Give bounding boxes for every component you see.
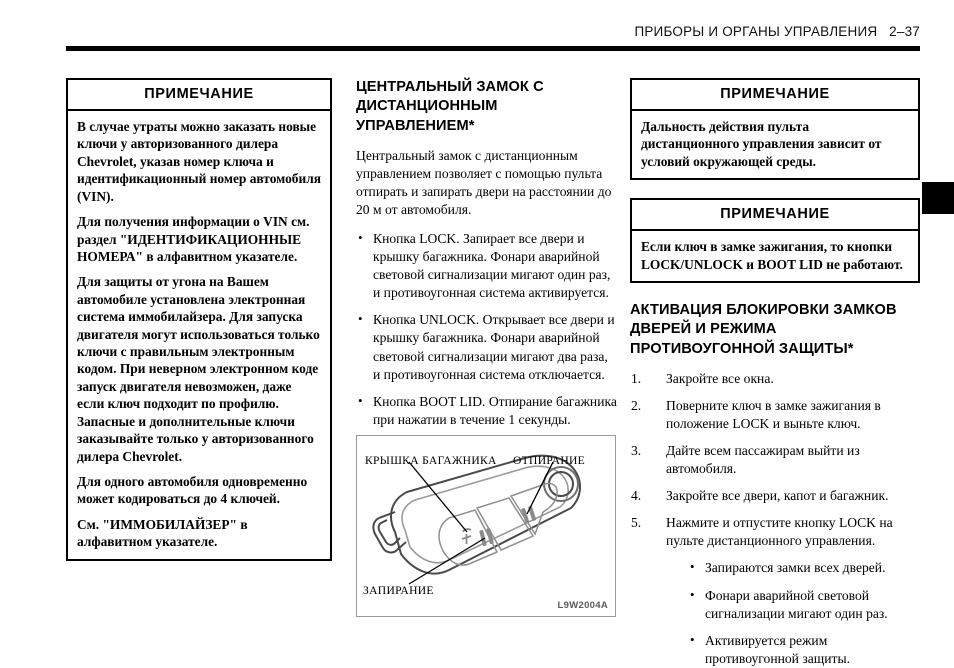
note-paragraph: См. "ИММОБИЛАЙЗЕР" в алфавитном указателе. [77,516,248,550]
step-text: Закройте все двери, капот и багажник. [666,488,889,504]
note-body [632,231,918,281]
note-title: ПРИМЕЧАНИЕ [68,80,330,111]
figure-label-unlock: ОТПИРАНИЕ [513,453,586,467]
step-text: Закройте все окна. [666,370,774,386]
note-box-keys [66,78,332,561]
middle-column [356,78,618,617]
key-fob-figure [356,435,616,617]
list-item: • Фонари аварийной световой сигнализации мигают один раз. [688,587,920,623]
note-box-range [630,78,920,180]
note-title: ПРИМЕЧАНИЕ [632,80,918,111]
note-title: ПРИМЕЧАНИЕ [632,200,918,231]
page-header-title: ПРИБОРЫ И ОРГАНЫ УПРАВЛЕНИЯ 2–37 [634,24,920,39]
note-paragraph: Дальность действия пульта дистанционного управления зависит от условий окружающей среды. [641,119,882,169]
note-box-ignition [630,198,920,283]
right-column [630,78,920,668]
page-header [66,24,920,52]
left-column [66,78,332,579]
note-paragraph: Если ключ в замке зажигания, то кнопки LOCK/UNLOCK и BOOT LID не работают. [641,239,903,272]
intro-paragraph: Центральный замок с дистанционным управлением позволяет с помощью пульта отпирать и запирать двери на расстоянии до 20 м от автомобиля. [356,147,612,217]
list-item: • Кнопка BOOT LID. Отпирание багажника при нажатии в течение 1 секунды. [356,393,618,429]
figure-reference-code: L9W2004A [557,599,608,611]
list-item: • Кнопка UNLOCK. Открывает все двери и крышку багажника. Фонари аварийной световой сигнализации мигают два раза, и противоугонная система отключается. [356,311,618,383]
step-text: Нажмите и отпустите кнопку LOCK на пульте дистанционного управления. [666,515,893,549]
activation-results-list [688,559,920,667]
list-item [630,487,920,505]
header-rule [66,46,920,51]
list-item: • Активируется режим противоугонной защиты. [688,632,920,668]
step-number: 3. [631,443,642,459]
note-paragraph: Для получения информации о VIN см. раздел "ИДЕНТИФИКАЦИОННЫЕ НОМЕРА" в алфавитном указателе. [77,214,310,264]
figure-label-lock: ЗАПИРАНИЕ [363,583,434,597]
step-number: 5. [631,515,642,531]
activation-steps-list [630,370,920,668]
step-number: 4. [631,488,642,504]
note-paragraph: Для одного автомобиля одновременно может кодироваться до 4 ключей. [77,474,308,507]
section-heading-central-lock: ЦЕНТРАЛЬНЫЙ ЗАМОК С ДИСТАНЦИОННЫМ УПРАВЛЕНИЕМ* [356,79,544,134]
note-paragraph: Для защиты от угона на Вашем автомобиле установлена электронная система иммобилайзера. Для запуска двигателя могут использоваться только ключи с правильным электронным кодом. При неверном электронном коде запуск двигателя невозможен, даже если ключ подходит по профилю. Запасные и дополнительные ключи заказывайте только у авторизованного дилера Chevrolet. [77,274,320,464]
figure-label-boot-lid: КРЫШКА БАГАЖНИКА [365,453,497,467]
list-item [630,442,920,478]
section-edge-tab-marker [922,182,954,214]
section-heading-antitheft: АКТИВАЦИЯ БЛОКИРОВКИ ЗАМКОВ ДВЕРЕЙ И РЕЖИМА ПРОТИВОУГОННОЙ ЗАЩИТЫ* [630,302,897,357]
step-number: 1. [631,370,642,386]
step-text: Поверните ключ в замке зажигания в положение LOCK и выньте ключ. [666,397,881,432]
note-body [632,111,918,178]
remote-buttons-list [356,230,618,429]
step-number: 2. [631,397,642,413]
list-item [630,397,920,433]
list-item [630,370,920,388]
list-item: • Кнопка LOCK. Запирает все двери и крышку багажника. Фонари аварийной световой сигнализации мигают один раз, и противоугонная система активируется. [356,230,618,302]
note-paragraph: В случае утраты можно заказать новые ключи у авторизованного дилера Chevrolet, указав номер ключа и идентификационный номер автомобиля (VIN). [77,119,321,204]
note-body [68,111,330,559]
list-item [630,514,920,668]
step-text: Дайте всем пассажирам выйти из автомобиля. [666,443,860,477]
list-item: • Запираются замки всех дверей. [688,559,920,577]
